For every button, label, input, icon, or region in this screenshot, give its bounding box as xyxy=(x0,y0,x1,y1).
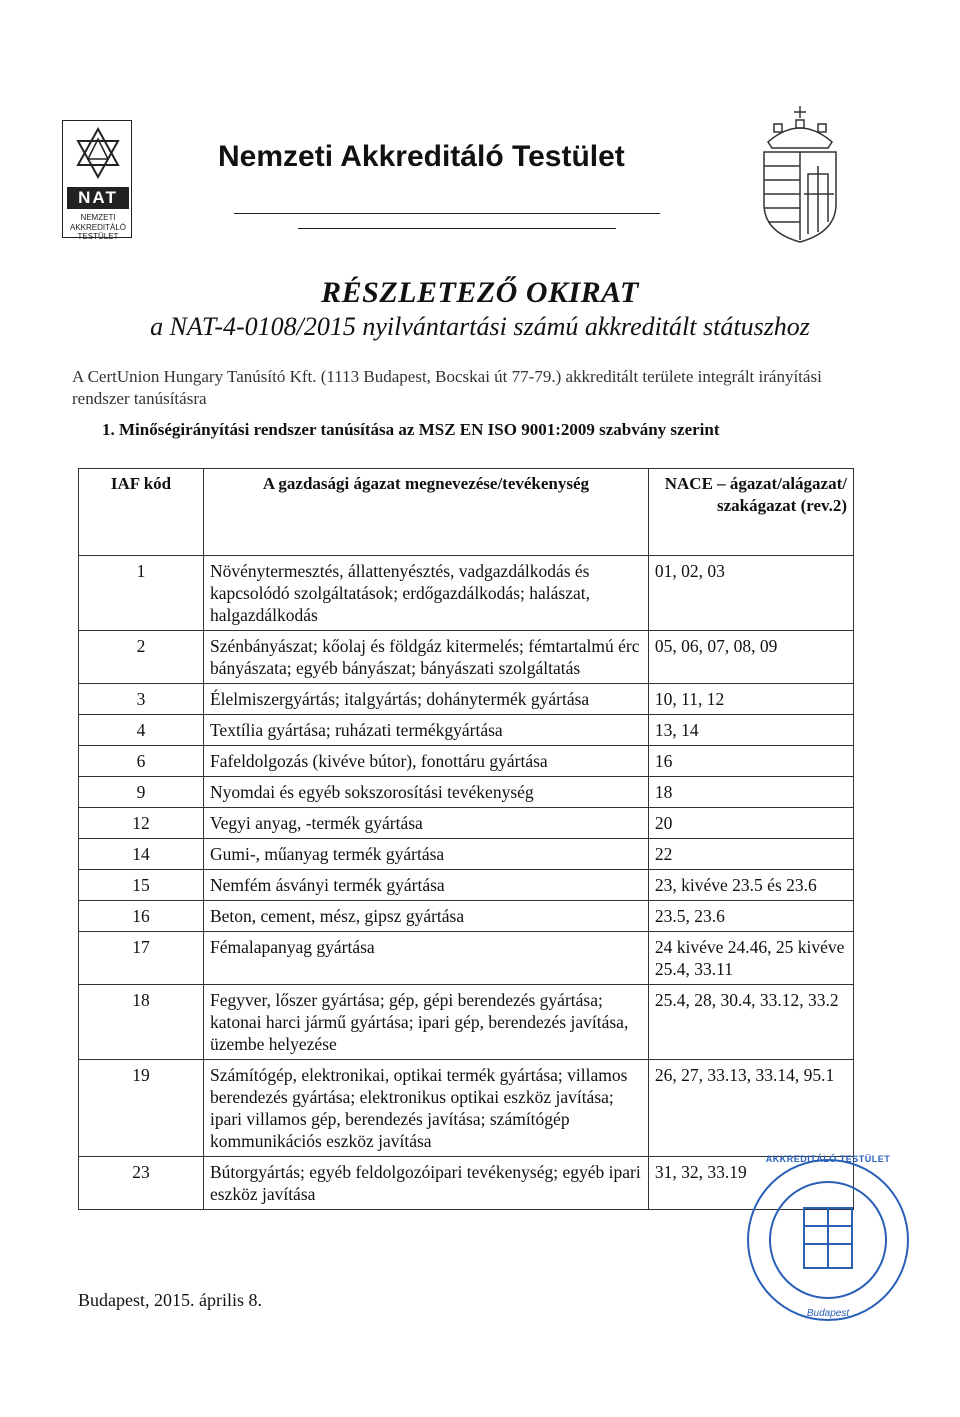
cell-nace: 16 xyxy=(648,746,853,777)
cell-sector: Számítógép, elektronikai, optikai termék gyártása; villamos berendezés gyártása; elektronikus optikai eszköz javítása; ipari villamos gép, berendezés javítása; számítógép kommunikációs eszköz javítása xyxy=(203,1060,648,1157)
document-subtitle: a NAT-4-0108/2015 nyilvántartási számú akkreditált státuszhoz xyxy=(150,312,810,341)
cell-nace: 13, 14 xyxy=(648,715,853,746)
cell-iaf: 18 xyxy=(79,985,204,1060)
logo-caption-line: NEMZETI xyxy=(80,213,116,222)
org-title: Nemzeti Akkreditáló Testület xyxy=(218,140,625,173)
cell-iaf: 16 xyxy=(79,901,204,932)
cell-nace: 22 xyxy=(648,839,853,870)
table-row xyxy=(79,715,854,746)
cell-sector: Nemfém ásványi termék gyártása xyxy=(203,870,648,901)
table-row xyxy=(79,932,854,985)
cell-nace: 25.4, 28, 30.4, 33.12, 33.2 xyxy=(648,985,853,1060)
cell-nace: 20 xyxy=(648,808,853,839)
star-emblem-icon xyxy=(78,129,118,177)
header-iaf: IAF kód xyxy=(79,469,204,556)
cell-nace: 18 xyxy=(648,777,853,808)
header-rule xyxy=(298,228,616,229)
issue-date: Budapest, 2015. április 8. xyxy=(78,1290,262,1310)
stamp-bottom-text: Budapest xyxy=(806,1308,850,1319)
table-row xyxy=(79,901,854,932)
table-row xyxy=(79,1060,854,1157)
logo-caption-line: TESTÜLET xyxy=(77,232,119,241)
cell-sector: Fafeldolgozás (kivéve bútor), fonottáru gyártása xyxy=(203,746,648,777)
cell-iaf: 12 xyxy=(79,808,204,839)
cell-iaf: 1 xyxy=(79,556,204,631)
accreditation-table xyxy=(78,468,854,1210)
header-sector: A gazdasági ágazat megnevezése/tevékenység xyxy=(203,469,648,556)
logo-mark-text: NAT xyxy=(78,188,118,207)
table-row xyxy=(79,985,854,1060)
table-row xyxy=(79,746,854,777)
cell-iaf: 14 xyxy=(79,839,204,870)
header-nace: NACE – ágazat/alágazat/ szakágazat (rev.2) xyxy=(648,469,853,556)
table-row xyxy=(79,870,854,901)
cell-sector: Élelmiszergyártás; italgyártás; dohánytermék gyártása xyxy=(203,684,648,715)
cell-sector: Szénbányászat; kőolaj és földgáz kitermelés; fémtartalmú érc bányászata; egyéb bányászat; bányászati szolgáltatás xyxy=(203,631,648,684)
cell-iaf: 6 xyxy=(79,746,204,777)
nat-logo xyxy=(62,120,132,241)
cell-nace: 23, kivéve 23.5 és 23.6 xyxy=(648,870,853,901)
table-row xyxy=(79,631,854,684)
cell-iaf: 9 xyxy=(79,777,204,808)
cell-iaf: 2 xyxy=(79,631,204,684)
document-title: RÉSZLETEZŐ OKIRAT xyxy=(321,276,639,309)
cell-sector: Bútorgyártás; egyéb feldolgozóipari tevékenység; egyéb ipari eszköz javítása xyxy=(203,1157,648,1210)
table-row xyxy=(79,1157,854,1210)
cell-nace: 24 kivéve 24.46, 25 kivéve 25.4, 33.11 xyxy=(648,932,853,985)
coat-of-arms-icon xyxy=(750,104,860,249)
cell-sector: Fegyver, lőszer gyártása; gép, gépi berendezés gyártása; katonai harci jármű gyártása; ipari gép, berendezés javítása, üzembe helyezése xyxy=(203,985,648,1060)
cell-sector: Növénytermesztés, állattenyésztés, vadgazdálkodás és kapcsolódó szolgáltatások; erdőgazdálkodás; halászat, halgazdálkodás xyxy=(203,556,648,631)
cell-iaf: 4 xyxy=(79,715,204,746)
intro-paragraph: A CertUnion Hungary Tanúsító Kft. (1113 Budapest, Bocskai út 77-79.) akkreditált területe integrált irányítási rendszer tanúsításra xyxy=(72,367,822,408)
header-rule xyxy=(234,213,660,214)
cell-sector: Gumi-, műanyag termék gyártása xyxy=(203,839,648,870)
cell-sector: Beton, cement, mész, gipsz gyártása xyxy=(203,901,648,932)
cell-nace: 05, 06, 07, 08, 09 xyxy=(648,631,853,684)
cell-nace: 31, 32, 33.19 xyxy=(648,1157,853,1210)
cell-iaf: 15 xyxy=(79,870,204,901)
table-row xyxy=(79,808,854,839)
cell-sector: Nyomdai és egyéb sokszorosítási tevékenység xyxy=(203,777,648,808)
cell-nace: 01, 02, 03 xyxy=(648,556,853,631)
cell-sector: Vegyi anyag, -termék gyártása xyxy=(203,808,648,839)
cell-sector: Textília gyártása; ruházati termékgyártása xyxy=(203,715,648,746)
cell-nace: 10, 11, 12 xyxy=(648,684,853,715)
table-row xyxy=(79,777,854,808)
table-row xyxy=(79,556,854,631)
table-header-row xyxy=(79,469,854,556)
cell-sector: Fémalapanyag gyártása xyxy=(203,932,648,985)
stamp-text: AKKREDITÁLÓ TESTÜLET xyxy=(765,1154,891,1164)
section-heading: 1. Minőségirányítási rendszer tanúsítása az MSZ EN ISO 9001:2009 szabvány szerint xyxy=(102,420,720,439)
cell-iaf: 3 xyxy=(79,684,204,715)
cell-iaf: 23 xyxy=(79,1157,204,1210)
cell-iaf: 17 xyxy=(79,932,204,985)
cell-iaf: 19 xyxy=(79,1060,204,1157)
logo-caption-line: AKKREDITÁLÓ xyxy=(69,222,126,232)
official-stamp xyxy=(740,1148,920,1343)
cell-nace: 23.5, 23.6 xyxy=(648,901,853,932)
table-row xyxy=(79,839,854,870)
cell-nace: 26, 27, 33.13, 33.14, 95.1 xyxy=(648,1060,853,1157)
table-row xyxy=(79,684,854,715)
